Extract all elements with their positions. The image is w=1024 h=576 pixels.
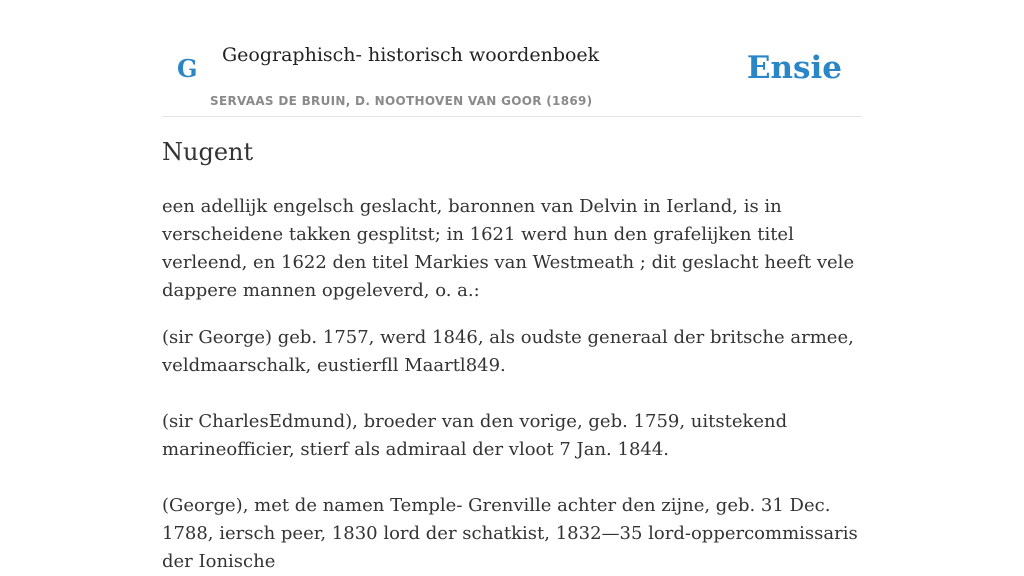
entry-paragraph: (sir George) geb. 1757, werd 1846, als oudste generaal der britsche armee, veldmaarschalk, eustierfll Maartl849. <box>162 327 854 376</box>
entry-paragraph: (sir CharlesEdmund), broeder van den vorige, geb. 1759, uitstekend marineofficier, stierf als admiraal der vloot 7 Jan. 1844. <box>162 411 788 460</box>
entry-body <box>162 193 874 576</box>
brand-logo-link[interactable]: Ensie <box>746 50 842 86</box>
entry-title: Nugent <box>162 138 254 166</box>
entry-paragraph: een adellijk engelsch geslacht, baronnen van Delvin in Ierland, is in verscheidene takken gesplitst; in 1621 werd hun den grafelijken titel verleend, en 1622 den titel Markies van Westmeath ; dit geslacht heeft vele dappere mannen opgeleverd, o. a.: <box>162 196 855 301</box>
book-header <box>162 0 862 117</box>
book-author: SERVAAS DE BRUIN, D. NOOTHOVEN VAN GOOR (1869) <box>210 94 593 108</box>
entry-paragraph: (George), met de namen Temple- Grenville achter den zijne, geb. 31 Dec. 1788, iersch peer, 1830 lord der schatkist, 1832—35 lord-oppercommissaris der Ionische <box>162 495 858 572</box>
book-title[interactable]: Geographisch- historisch woordenboek <box>222 44 600 66</box>
index-letter[interactable]: G <box>177 54 198 83</box>
